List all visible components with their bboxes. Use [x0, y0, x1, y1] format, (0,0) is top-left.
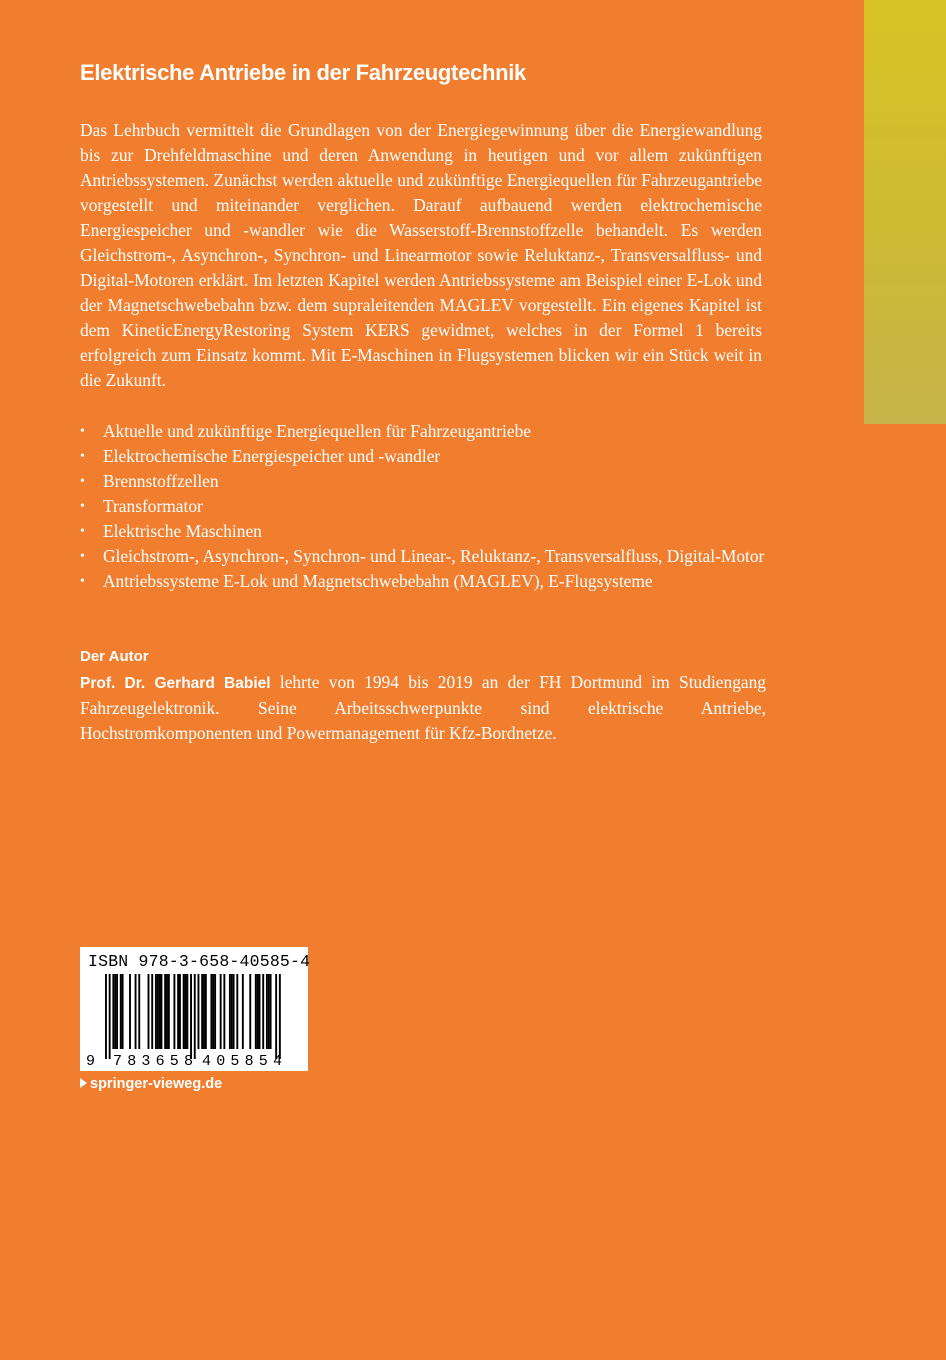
barcode-bar [116, 974, 118, 1049]
barcode-bar [161, 974, 163, 1049]
book-description: Das Lehrbuch vermittelt die Grundlagen von der Energiegewinnung über die Energiewandlung bis zur Drehfeldmaschine und deren Anwendung in heutigen und vor allem zukünftigen Antriebssystemen. Zunächst werden aktuelle und zukünftige Energiequellen für Fahrzeugantriebe vorgestellt und miteinander verglichen. Darauf aufbauend werden elektrochemische Energiespeicher und -wandler wie die Wasserstoff-Brennstoffzelle behandelt. Es werden Gleichstrom-, Asynchron-, Synchron- und Linearmotor sowie Reluktanz-, Transversalfluss- und Digital-Motoren erklärt. Im letzten Kapitel werden Antriebssysteme am Beispiel einer E-Lok und der Magnetschwebebahn bzw. dem supraleitenden MAGLEV vorgestellt. Ein eigenes Kapitel ist dem KineticEnergyRestoring System KERS gewidmet, welches in der Formel 1 bereits erfolgreich zum Einsatz kommt. Mit E-Maschinen in Flugsystemen blicken wir ein Stück weit in die Zukunft. [80, 120, 762, 390]
barcode-bar [114, 974, 116, 1049]
barcode-bar [155, 974, 157, 1049]
list-item: • Elektrische Maschinen [80, 519, 770, 544]
barcode-bar [201, 974, 203, 1049]
barcode-bar [168, 974, 170, 1049]
barcode-bar [148, 974, 150, 1049]
barcode-bar [212, 974, 214, 1049]
barcode-bar [255, 974, 257, 1049]
barcode-bar [198, 974, 200, 1049]
barcode-bar [159, 974, 161, 1049]
barcode-bar [259, 974, 261, 1049]
barcode-bar [223, 974, 225, 1049]
barcode-bar [242, 974, 244, 1049]
barcode-bar [268, 974, 270, 1049]
barcode-bar [129, 974, 131, 1049]
publisher-url: springer-vieweg.de [90, 1076, 223, 1092]
barcode-bar [112, 974, 114, 1049]
barcode-bar [164, 974, 166, 1049]
barcode-bar [179, 974, 181, 1049]
barcode-bar [229, 974, 231, 1049]
list-item: • Gleichstrom-, Asynchron-, Synchron- und Linear-, Reluktanz-, Transversalfluss, Digital-Motor [80, 544, 770, 569]
barcode-bar [205, 974, 207, 1049]
book-title: Elektrische Antriebe in der Fahrzeugtechnik [80, 60, 526, 85]
barcode-guard-bar [275, 974, 277, 1059]
author-heading: Der Autor [80, 648, 149, 665]
barcode-bar [249, 974, 251, 1049]
barcode-bar [157, 974, 159, 1049]
barcode-bar [236, 974, 238, 1049]
list-item: • Aktuelle und zukünftige Energiequellen für Fahrzeugantriebe [80, 419, 770, 444]
barcode-bar [270, 974, 272, 1049]
barcode-bar [186, 974, 188, 1049]
list-item: • Antriebssysteme E-Lok und Magnetschwebebahn (MAGLEV), E-Flugsysteme [80, 569, 770, 594]
barcode-bar [177, 974, 179, 1049]
barcode-bar [233, 974, 235, 1049]
barcode-bar [203, 974, 205, 1049]
barcode-bar [173, 974, 175, 1049]
barcode-bar [151, 974, 153, 1049]
barcode-digits-left: 783658 [113, 1053, 193, 1070]
arrow-right-icon [80, 1078, 87, 1088]
barcode-bars [80, 947, 311, 1071]
barcode-guard-bar [109, 974, 111, 1059]
barcode-bar [214, 974, 216, 1049]
list-item: • Transformator [80, 494, 770, 519]
barcode-bar [210, 974, 212, 1049]
isbn-label: ISBN 978-3-658-40585-4 [88, 952, 311, 971]
barcode-digit-lead: 9 [86, 1053, 96, 1070]
barcode-guard-bar [194, 974, 196, 1059]
barcode-bar [135, 974, 137, 1049]
barcode-guard-bar [105, 974, 107, 1059]
barcode-guard-bar [190, 974, 192, 1059]
barcode-bar [257, 974, 259, 1049]
color-strip [864, 0, 946, 424]
barcode-bar [266, 974, 268, 1049]
author-bio-text: lehrte von 1994 bis 2019 an der FH Dortmund im Studiengang Fahrzeugelektronik. Seine Arbeitsschwerpunkte sind elektrische Antriebe, Hochstromkomponenten und Powermanagement für Kfz-Bordnetze. [80, 672, 766, 743]
isbn-barcode [80, 947, 311, 1071]
list-item: • Brennstoffzellen [80, 469, 770, 494]
barcode-bar [138, 974, 140, 1049]
list-item: • Elektrochemische Energiespeicher und -wandler [80, 444, 770, 469]
publisher-link[interactable] [80, 1076, 222, 1092]
barcode-bar [166, 974, 168, 1049]
topic-list [80, 419, 770, 594]
barcode-guard-bar [279, 974, 281, 1059]
barcode-bar [120, 974, 122, 1049]
barcode-bar [185, 974, 187, 1049]
barcode-bar [183, 974, 185, 1049]
barcode-bar [231, 974, 233, 1049]
barcode-bar [220, 974, 222, 1049]
author-bio [80, 670, 766, 746]
author-name: Prof. Dr. Gerhard Babiel [80, 675, 271, 692]
barcode-bar [122, 974, 124, 1049]
barcode-bar [262, 974, 264, 1049]
barcode-digits-right: 405854 [202, 1053, 282, 1070]
